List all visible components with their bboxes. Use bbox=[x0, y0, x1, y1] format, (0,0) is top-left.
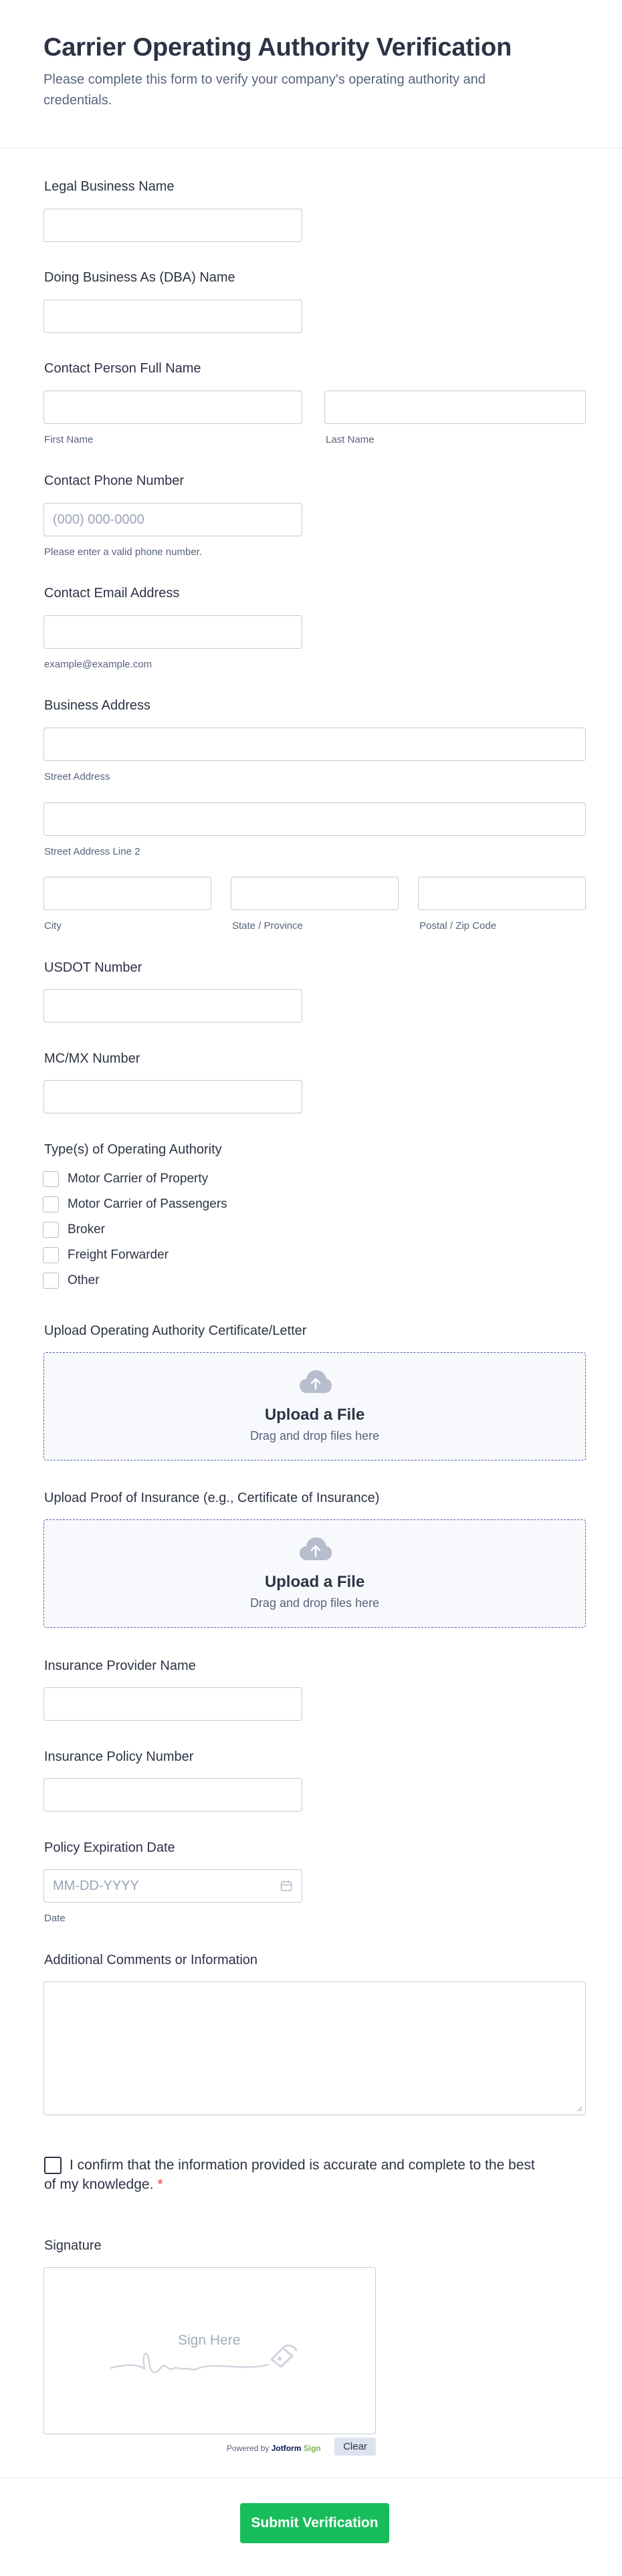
form-title: Carrier Operating Authority Verification bbox=[43, 33, 512, 62]
mcmx-label: MC/MX Number bbox=[44, 1051, 140, 1066]
upload-subtitle: Drag and drop files here bbox=[249, 1429, 380, 1442]
checkbox[interactable] bbox=[43, 1222, 59, 1238]
city-sublabel: City bbox=[44, 920, 62, 932]
zip-input[interactable] bbox=[418, 877, 586, 910]
checkbox-label: Motor Carrier of Passengers bbox=[68, 1197, 227, 1211]
address-label: Business Address bbox=[44, 698, 150, 713]
signature-pad[interactable] bbox=[43, 2267, 376, 2434]
checkbox-label: Other bbox=[68, 1273, 100, 1287]
state-input[interactable] bbox=[231, 877, 399, 910]
checkbox[interactable] bbox=[43, 1171, 59, 1187]
powered-product: Sign bbox=[303, 2444, 321, 2453]
last-name-input[interactable] bbox=[324, 391, 586, 424]
upload-subtitle: Drag and drop files here bbox=[249, 1596, 380, 1610]
confirm-label: I confirm that the information provided is accurate and complete to the best of my knowledge. bbox=[44, 2157, 535, 2192]
resize-handle-icon[interactable] bbox=[576, 2105, 583, 2112]
comments-textarea[interactable] bbox=[43, 1981, 586, 2115]
signature-label: Signature bbox=[44, 2238, 102, 2253]
state-sublabel: State / Province bbox=[232, 920, 303, 932]
mcmx-input[interactable] bbox=[43, 1080, 302, 1113]
last-name-sublabel: Last Name bbox=[326, 434, 375, 445]
insurance-provider-input[interactable] bbox=[43, 1687, 302, 1721]
street-address-line2-sublabel: Street Address Line 2 bbox=[44, 846, 140, 857]
checkbox-label: Freight Forwarder bbox=[68, 1248, 169, 1262]
policy-number-input[interactable] bbox=[43, 1778, 302, 1812]
date-sublabel: Date bbox=[44, 1913, 66, 1924]
upload-title: Upload a File bbox=[264, 1573, 365, 1591]
contact-name-label: Contact Person Full Name bbox=[44, 361, 201, 376]
date-placeholder: MM-DD-YYYY bbox=[53, 1879, 139, 1893]
authority-types-label: Type(s) of Operating Authority bbox=[44, 1142, 222, 1157]
signature-placeholder: Sign Here bbox=[178, 2333, 241, 2348]
policy-number-label: Insurance Policy Number bbox=[44, 1749, 194, 1764]
powered-prefix: Powered by bbox=[227, 2444, 270, 2453]
first-name-sublabel: First Name bbox=[44, 434, 94, 445]
upload-authority-label: Upload Operating Authority Certificate/Letter bbox=[44, 1323, 307, 1338]
checkbox[interactable] bbox=[43, 1196, 59, 1212]
legal-name-label: Legal Business Name bbox=[44, 179, 175, 194]
checkbox-label: Broker bbox=[68, 1222, 105, 1237]
upload-authority-dropzone[interactable] bbox=[43, 1352, 586, 1461]
calendar-icon[interactable] bbox=[280, 1880, 292, 1892]
checkbox[interactable] bbox=[43, 1247, 59, 1263]
phone-input[interactable] bbox=[43, 503, 302, 536]
email-sublabel: example@example.com bbox=[44, 659, 152, 670]
street-address-input[interactable] bbox=[43, 728, 586, 761]
city-input[interactable] bbox=[43, 877, 211, 910]
street-address-sublabel: Street Address bbox=[44, 771, 110, 782]
legal-name-input[interactable] bbox=[43, 209, 302, 242]
submit-button[interactable]: Submit Verification bbox=[240, 2503, 389, 2543]
form-header bbox=[0, 0, 622, 148]
required-mark: * bbox=[157, 2177, 163, 2192]
email-input[interactable] bbox=[43, 615, 302, 649]
usdot-input[interactable] bbox=[43, 989, 302, 1023]
dba-name-input[interactable] bbox=[43, 300, 302, 333]
insurance-provider-label: Insurance Provider Name bbox=[44, 1658, 196, 1673]
first-name-input[interactable] bbox=[43, 391, 302, 424]
clear-signature-button[interactable]: Clear bbox=[334, 2438, 376, 2456]
comments-label: Additional Comments or Information bbox=[44, 1953, 258, 1967]
upload-insurance-dropzone[interactable] bbox=[43, 1519, 586, 1628]
form-subtitle: Please complete this form to verify your company's operating authority and credentials. bbox=[43, 72, 486, 108]
dba-name-label: Doing Business As (DBA) Name bbox=[44, 270, 235, 285]
email-label: Contact Email Address bbox=[44, 586, 180, 601]
expiration-date-label: Policy Expiration Date bbox=[44, 1840, 175, 1855]
confirm-text bbox=[44, 2155, 539, 2194]
street-address-line2-input[interactable] bbox=[43, 802, 586, 836]
expiration-date-input[interactable] bbox=[43, 1869, 302, 1903]
powered-by bbox=[227, 2444, 321, 2453]
upload-insurance-label: Upload Proof of Insurance (e.g., Certificate of Insurance) bbox=[44, 1491, 380, 1505]
usdot-label: USDOT Number bbox=[44, 960, 142, 975]
powered-brand: Jotform bbox=[271, 2444, 302, 2453]
phone-placeholder: (000) 000-0000 bbox=[53, 512, 144, 527]
zip-sublabel: Postal / Zip Code bbox=[419, 920, 497, 932]
checkbox-label: Motor Carrier of Property bbox=[68, 1172, 209, 1186]
upload-title: Upload a File bbox=[264, 1406, 365, 1424]
phone-label: Contact Phone Number bbox=[44, 473, 185, 488]
cloud-upload-icon bbox=[299, 1369, 332, 1396]
cloud-upload-icon bbox=[299, 1536, 332, 1563]
checkbox[interactable] bbox=[43, 1273, 59, 1289]
phone-sublabel: Please enter a valid phone number. bbox=[44, 546, 202, 558]
